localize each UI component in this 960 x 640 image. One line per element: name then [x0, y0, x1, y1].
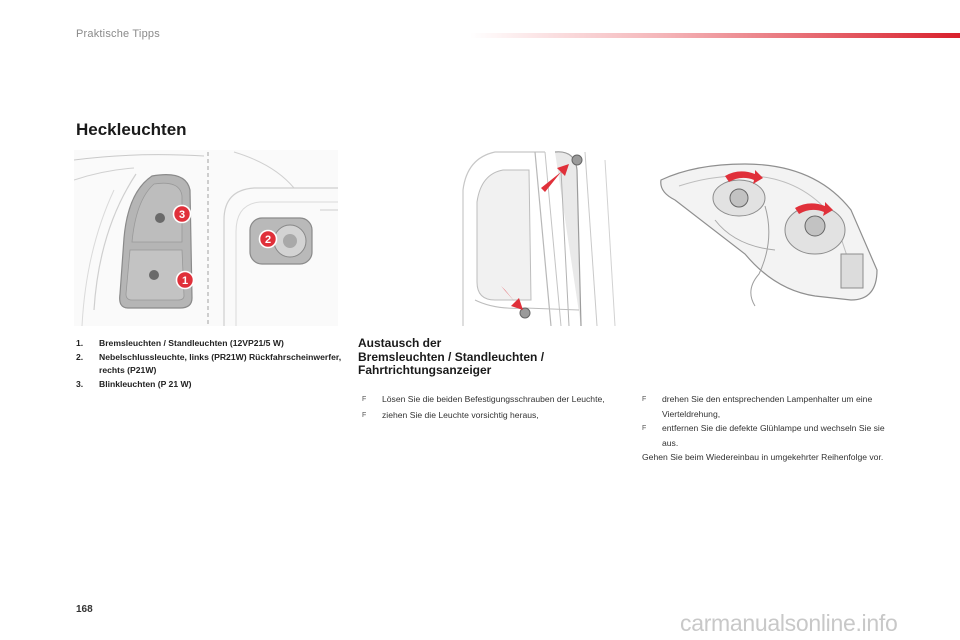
step-text: Lösen Sie die beiden Befestigungsschrauben der Leuchte, — [382, 394, 605, 404]
rear-lamp-figure — [74, 150, 338, 326]
legend-text: Blinkleuchten (P 21 W) — [99, 378, 192, 389]
bullet-icon: F — [642, 425, 647, 432]
steps-column-right — [642, 392, 902, 465]
step-item — [362, 408, 622, 424]
steps-column-left — [362, 392, 622, 423]
replacement-heading — [358, 337, 618, 378]
legend-item — [76, 337, 346, 351]
legend-number: 3. — [76, 378, 84, 389]
heading-line: Fahrtrichtungsanzeiger — [358, 363, 492, 377]
watermark: carmanualsonline.info — [680, 610, 898, 636]
header-accent-bar — [470, 33, 960, 38]
legend-item — [76, 351, 346, 378]
legend-number: 1. — [76, 338, 84, 348]
step-text: entfernen Sie die defekte Glühlampe und wechseln Sie sie aus. — [662, 423, 885, 448]
svg-text:3: 3 — [178, 209, 186, 221]
bullet-icon: F — [362, 411, 367, 419]
legend-number: 2. — [76, 351, 84, 362]
step-text: ziehen Sie die Leuchte vorsichtig heraus, — [382, 409, 539, 420]
bullet-icon: F — [362, 396, 367, 403]
figure-legend — [76, 337, 346, 391]
step-item — [642, 421, 902, 450]
callout-3-badge — [174, 206, 191, 223]
lamp-holder-figure — [655, 150, 880, 326]
callout-2-badge — [260, 231, 277, 248]
legend-text: Bremsleuchten / Standleuchten (12VP21/5 W) — [99, 338, 284, 348]
legend-item — [76, 378, 346, 392]
page-number: 168 — [76, 604, 93, 615]
svg-text:1: 1 — [181, 275, 189, 287]
bullet-icon: F — [642, 396, 647, 403]
step-item — [362, 392, 622, 408]
step-item — [642, 392, 902, 421]
page-title: Heckleuchten — [76, 120, 187, 139]
section-header: Praktische Tipps — [76, 28, 160, 40]
heading-line: Bremsleuchten / Standleuchten / — [358, 349, 545, 364]
reassembly-note: Gehen Sie beim Wiedereinbau in umgekehrter Reihenfolge vor. — [642, 452, 884, 462]
lamp-screws-figure — [455, 150, 620, 326]
callout-1-badge — [177, 272, 194, 289]
svg-text:2: 2 — [264, 234, 272, 246]
heading-line: Austausch der — [358, 336, 442, 350]
legend-text: Nebelschlussleuchte, links (PR21W) Rückfahrscheinwerfer, rechts (P21W) — [99, 351, 342, 375]
step-text: drehen Sie den entsprechenden Lampenhalter um eine Vierteldrehung, — [662, 394, 873, 419]
